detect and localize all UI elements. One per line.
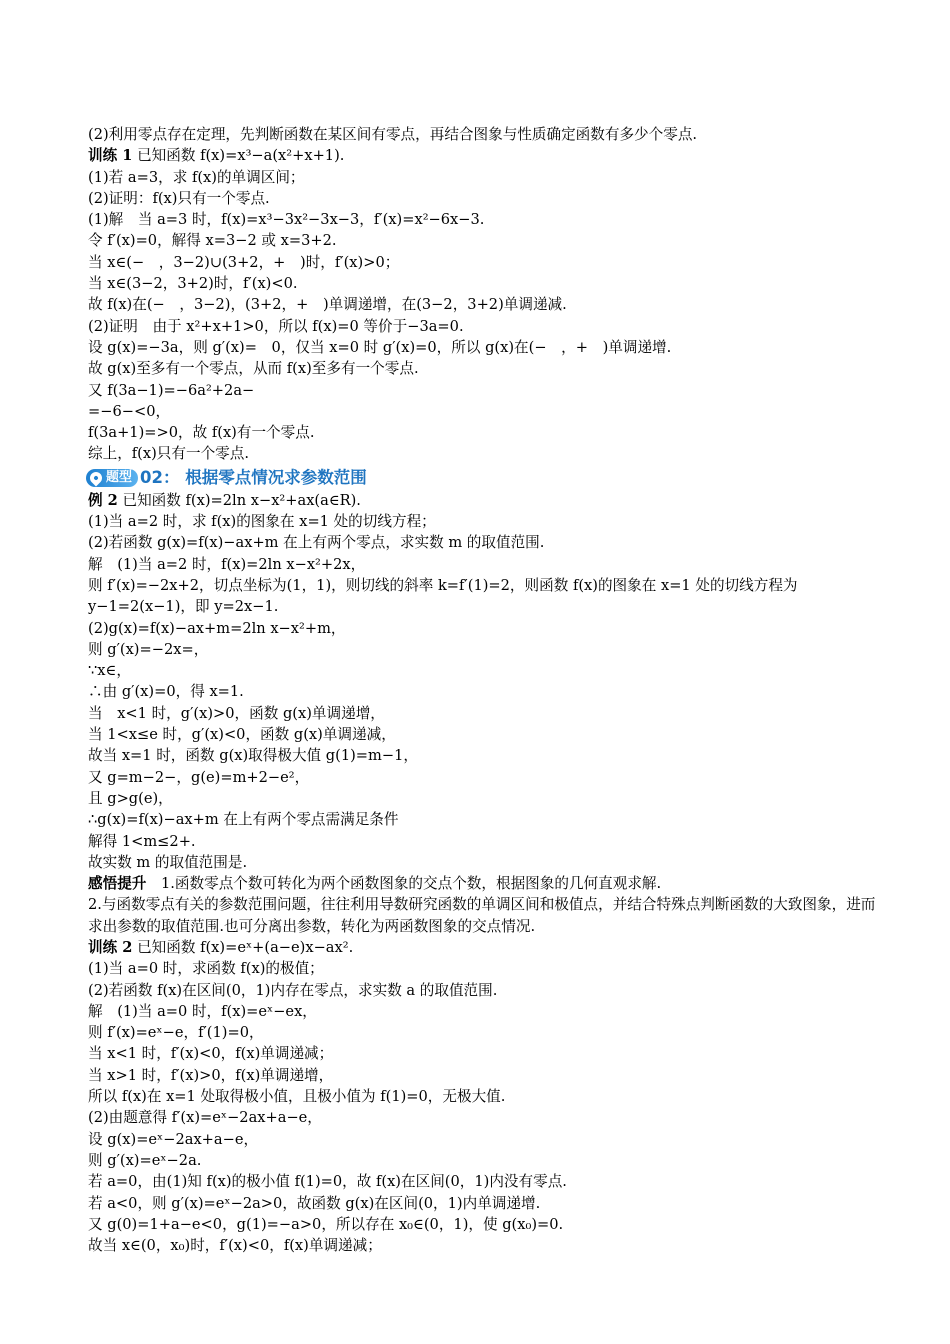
text-line: (1)解 当 a=3 时，f(x)=x³−3x²−3x−3，f′(x)=x²−6x−3. xyxy=(88,211,485,229)
text-line: 故 g(x)至多有一个零点，从而 f(x)至多有一个零点. xyxy=(88,360,419,378)
text-line: 所以 f(x)在 x=1 处取得极小值，且极小值为 f(1)=0，无极大值. xyxy=(88,1088,506,1106)
text-paragraph: 2.与函数零点有关的参数范围问题，往往利用导数研究函数的单调区间和极值点，并结合特殊点判断函数的大致图象，进而求出参数的取值范围.也可分离出参数，转化为两函数图象的交点情况. xyxy=(88,896,876,935)
text-line: =−6−<0， xyxy=(88,402,171,420)
text-line: 当 x<1 时，f′(x)<0，f(x)单调递减； xyxy=(88,1045,334,1063)
text-line: 又 f(3a−1)=−6a²+2a− xyxy=(88,381,255,399)
text-line: 又 g(0)=1+a−e<0，g(1)=−a>0，所以存在 x₀∈(0，1)，使 g(x₀)=0. xyxy=(88,1215,564,1233)
text-line: 令 f′(x)=0，解得 x=3−2 或 x=3+2. xyxy=(88,232,337,250)
text-line: 又 g=m−2−，g(e)=m+2−e²， xyxy=(88,768,310,786)
text-line: 且 g>g(e)， xyxy=(88,789,173,807)
text-line: 解 (1)当 a=0 时，f(x)=eˣ−ex， xyxy=(88,1002,317,1020)
text-line: (2)由题意得 f′(x)=eˣ−2ax+a−e， xyxy=(88,1109,322,1127)
text-line: (1)若 a=3，求 f(x)的单调区间； xyxy=(88,168,305,186)
text-line: 故 f(x)在(− ，3−2)，(3+2，+ )单调递增，在(3−2，3+2)单调递减. xyxy=(88,296,567,314)
text-line: (2)证明：f(x)只有一个零点. xyxy=(88,189,270,207)
text-line: 则 g′(x)=eˣ−2a. xyxy=(88,1151,202,1169)
text-paragraph: 则 f′(x)=−2x+2，切点坐标为(1，1)，则切线的斜率 k=f′(1)=2，则函数 f(x)的图象在 x=1 处的切线方程为 y−1=2(x−1)，即 y=2x−1. xyxy=(88,576,798,616)
text-line: 解得 1<m≤2+. xyxy=(88,832,196,850)
text-line: 则 g′(x)=−2x=， xyxy=(88,640,209,658)
text-line: 则 f′(x)=eˣ−e，f′(1)=0， xyxy=(88,1024,264,1042)
location-pin-icon xyxy=(88,469,105,486)
example-heading: 例 2 已知函数 f(x)=2ln x−x²+ax(a∈R). xyxy=(88,491,361,509)
text-line: 当 x∈(− ，3−2)∪(3+2，+ )时，f′(x)>0； xyxy=(88,253,400,271)
text-line: ∵x∈， xyxy=(88,662,131,680)
text-line: (2)若函数 f(x)在区间(0，1)内存在零点，求实数 a 的取值范围. xyxy=(88,981,498,999)
text-line: 故当 x=1 时，函数 g(x)取得极大值 g(1)=m−1， xyxy=(88,747,418,765)
text-line: 若 a=0，由(1)知 f(x)的极小值 f(1)=0，故 f(x)在区间(0，1)内没有零点. xyxy=(88,1173,567,1191)
section-badge-label: 题型 xyxy=(106,470,133,486)
text-line: 设 g(x)=−3a，则 g′(x)= 0，仅当 x=0 时 g′(x)=0，所以 g(x)在(− ，+ )单调递增. xyxy=(88,338,672,356)
text-line: ∴由 g′(x)=0，得 x=1. xyxy=(88,683,244,701)
text-line: 若 a<0，则 g′(x)=eˣ−2a>0，故函数 g(x)在区间(0，1)内单调递增. xyxy=(88,1194,541,1212)
text-line: 综上，f(x)只有一个零点. xyxy=(88,445,250,463)
section-badge xyxy=(86,469,138,487)
text-line: (1)当 a=2 时，求 f(x)的图象在 x=1 处的切线方程； xyxy=(88,513,436,531)
insight-heading: 感悟提升 1.函数零点个数可转化为两个函数图象的交点个数，根据图象的几何直观求解. xyxy=(88,875,662,893)
text-line: 设 g(x)=eˣ−2ax+a−e， xyxy=(88,1130,259,1148)
text-line: 当 x∈(3−2，3+2)时，f′(x)<0. xyxy=(88,275,298,293)
text-line: 解 (1)当 a=2 时，f(x)=2ln x−x²+2x， xyxy=(88,555,366,573)
text-line: 当 1<x≤e 时，g′(x)<0，函数 g(x)单调递减， xyxy=(88,726,396,744)
text-line: 当 x>1 时，f′(x)>0，f(x)单调递增， xyxy=(88,1066,334,1084)
text-line: (2)利用零点存在定理，先判断函数在某区间有零点，再结合图象与性质确定函数有多少个零点. xyxy=(88,126,698,143)
exercise-heading: 训练 1 已知函数 f(x)=x³−a(x²+x+1). xyxy=(88,147,345,165)
text-line: (2)若函数 g(x)=f(x)−ax+m 在上有两个零点，求实数 m 的取值范围. xyxy=(88,534,545,552)
text-line: (1)当 a=0 时，求函数 f(x)的极值； xyxy=(88,960,324,978)
text-line: (2)g(x)=f(x)−ax+m=2ln x−x²+m， xyxy=(88,619,346,637)
section-title: 02： 根据零点情况求参数范围 xyxy=(140,468,367,488)
text-line: 故实数 m 的取值范围是. xyxy=(88,853,248,871)
exercise-heading: 训练 2 已知函数 f(x)=eˣ+(a−e)x−ax². xyxy=(88,938,354,956)
document-body xyxy=(88,124,878,1256)
text-line: f(3a+1)=>0，故 f(x)有一个零点. xyxy=(88,424,315,442)
section-heading xyxy=(86,466,878,490)
text-line: (2)证明 由于 x²+x+1>0，所以 f(x)=0 等价于−3a=0. xyxy=(88,317,464,335)
text-line: ∴g(x)=f(x)−ax+m 在上有两个零点需满足条件 xyxy=(88,811,399,829)
text-line: 故当 x∈(0，x₀)时，f′(x)<0，f(x)单调递减； xyxy=(88,1237,382,1255)
text-line: 当 x<1 时，g′(x)>0，函数 g(x)单调递增， xyxy=(88,704,385,722)
